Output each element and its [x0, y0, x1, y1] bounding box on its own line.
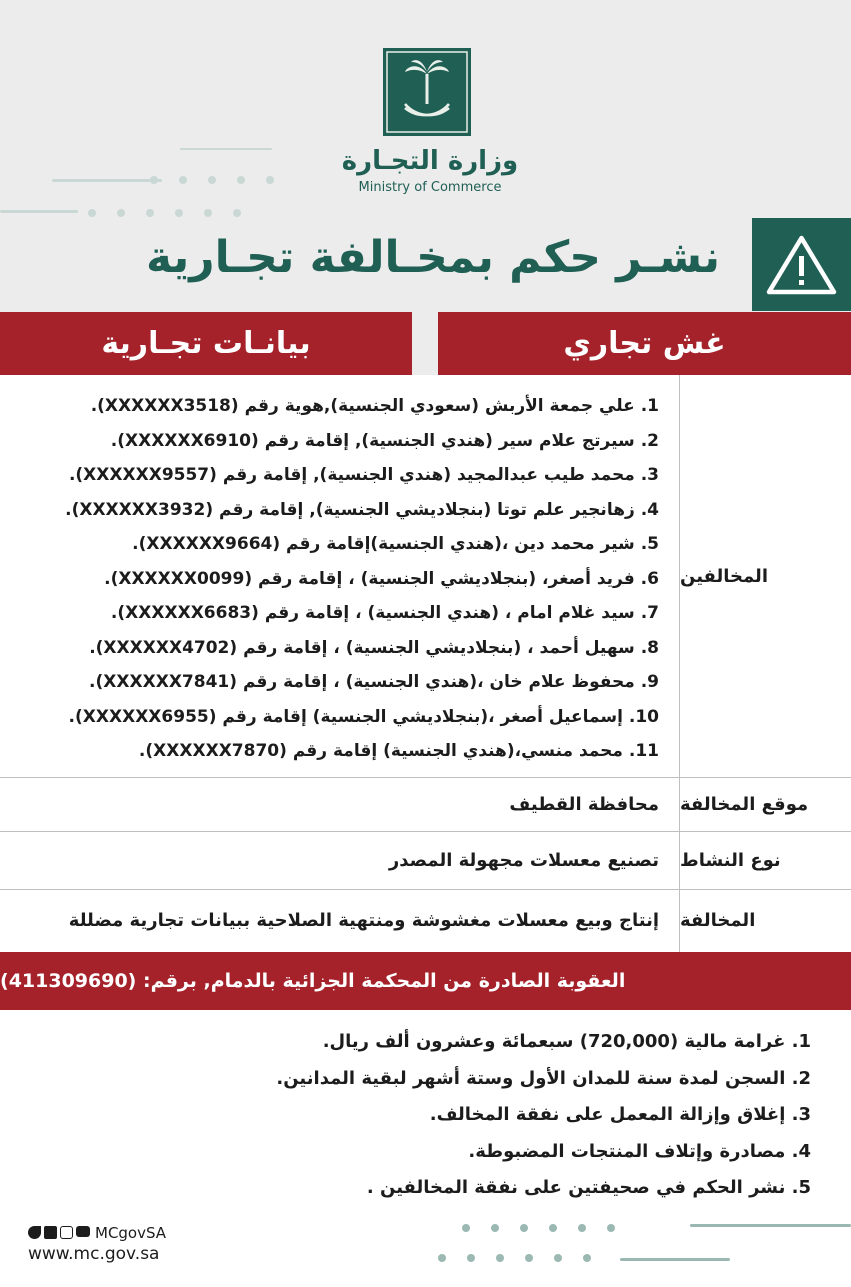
activity-value: تصنيع معسلات مجهولة المصدر: [388, 849, 659, 871]
warning-triangle-icon: [752, 218, 851, 311]
penalty-heading-text: العقوبة الصادرة من المحكمة الجزائية بالدمام, برقم: (411309690): [0, 970, 626, 992]
ministry-logo: [383, 48, 471, 136]
page-title: نشـر حكم بمخـالفة تجـارية: [146, 232, 720, 283]
violation-value: إنتاج وبيع معسلات مغشوشة ومنتهية الصلاحية ببيانات تجارية مضللة: [68, 910, 659, 931]
footer-handle[interactable]: MCgovSA: [95, 1224, 167, 1242]
violator-item: 8. سهيل أحمد ، (بنجلاديشي الجنسية) ، إقامة رقم (XXXXXX4702).: [89, 637, 659, 658]
violator-item: 1. علي جمعة الأربش (سعودي الجنسية),هوية رقم (XXXXXX3518).: [90, 396, 659, 416]
violator-item: 11. محمد منسي،(هندي الجنسية) إقامة رقم (XXXXXX7870).: [138, 741, 659, 761]
location-value: محافظة القطيف: [509, 793, 659, 815]
palm-swords-emblem-icon: [383, 48, 471, 136]
warning-badge: [752, 218, 851, 311]
facebook-icon[interactable]: [44, 1226, 57, 1239]
instagram-icon[interactable]: [60, 1226, 73, 1239]
violator-item: 10. إسماعيل أصغر ،(بنجلاديشي الجنسية) إقامة رقم (XXXXXX6955).: [68, 706, 659, 727]
violator-item: 4. زهانجير علم توتا (بنجلاديشي الجنسية), إقامة رقم (XXXXXX3932).: [65, 499, 659, 520]
table-row-location: [0, 777, 851, 832]
youtube-icon[interactable]: [76, 1226, 90, 1237]
violators-list: [65, 389, 659, 769]
penalty-item: 5. نشر الحكم في صحيفتين على نفقة المخالفين .: [366, 1177, 811, 1198]
decor-line: [0, 210, 78, 213]
penalty-list: [276, 1024, 811, 1207]
table-row-violators: [0, 375, 851, 778]
violator-item: 9. محفوظ علام خان ،(هندي الجنسية) ، إقامة رقم (XXXXXX7841).: [89, 672, 659, 692]
violators-label: المخالفين: [679, 375, 851, 777]
twitter-icon[interactable]: [28, 1226, 41, 1239]
decor-line: [690, 1224, 851, 1227]
penalty-item: 4. مصادرة وإتلاف المنتجات المضبوطة.: [468, 1140, 811, 1162]
social-icons: [28, 1226, 90, 1239]
violation-details-table: [0, 375, 851, 952]
location-label: موقع المخالفة: [679, 777, 851, 831]
activity-label: نوع النشاط: [679, 831, 851, 889]
violator-item: 2. سيرتج علام سير (هندي الجنسية), إقامة رقم (XXXXXX6910).: [110, 430, 659, 451]
violators-cell: [0, 375, 679, 777]
table-row-violation: [0, 889, 851, 952]
decor-line: [180, 148, 272, 150]
tab-commercial-data: بيانـات تجـارية: [0, 312, 412, 375]
ministry-name-ar: وزارة التجـارة: [341, 146, 519, 176]
table-row-activity: [0, 831, 851, 890]
penalty-heading: [0, 952, 851, 1010]
decor-line: [52, 179, 162, 182]
penalty-item: 2. السجن لمدة سنة للمدان الأول وستة أشهر لبقية المدانين.: [276, 1067, 811, 1089]
violator-item: 6. فريد أصغر، (بنجلاديشي الجنسية) ، إقامة رقم (XXXXXX0099).: [104, 568, 659, 589]
tab-commercial-fraud: غش تجاري: [438, 312, 851, 375]
violation-label: المخالفة: [679, 889, 851, 952]
ministry-name-en: Ministry of Commerce: [358, 180, 502, 195]
penalty-item: 1. غرامة مالية (720,000) سبعمائة وعشرون ألف ريال.: [322, 1031, 811, 1052]
footer-url[interactable]: www.mc.gov.sa: [28, 1244, 160, 1264]
violator-item: 5. شير محمد دين ،(هندي الجنسية)إقامة رقم (XXXXXX9664).: [132, 534, 659, 554]
penalty-item: 3. إغلاق وإزالة المعمل على نفقة المخالف.: [429, 1104, 811, 1125]
violator-item: 3. محمد طيب عبدالمجيد (هندي الجنسية), إقامة رقم (XXXXXX9557).: [68, 465, 659, 485]
decor-line: [620, 1258, 730, 1261]
violator-item: 7. سيد غلام امام ، (هندي الجنسية) ، إقامة رقم (XXXXXX6683).: [110, 603, 659, 623]
